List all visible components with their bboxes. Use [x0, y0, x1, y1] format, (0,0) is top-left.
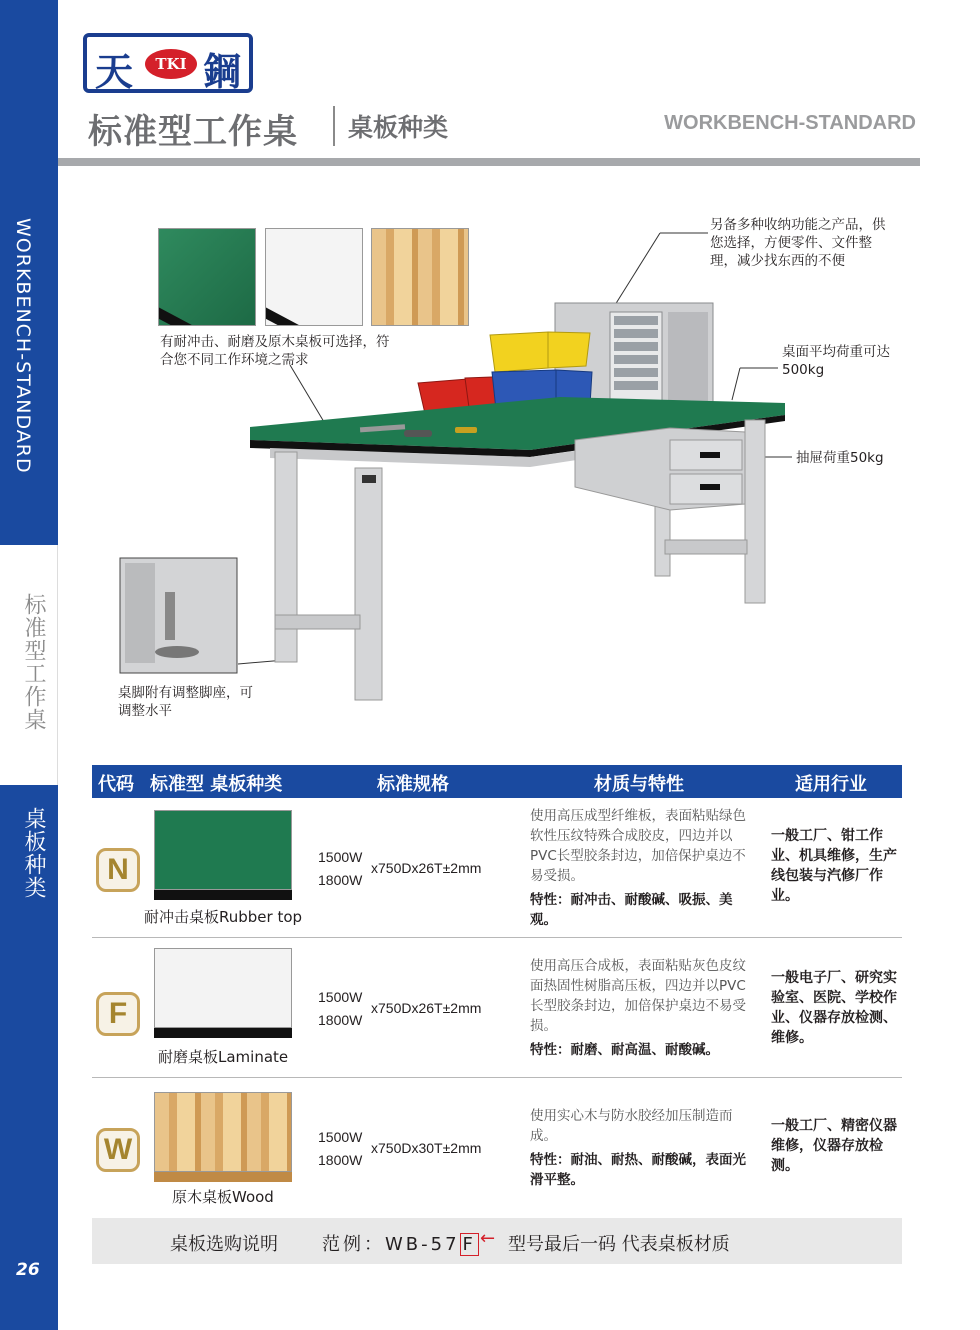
logo-right-char: 鋼	[203, 49, 242, 94]
guide-example-code: F	[460, 1233, 479, 1256]
logo-oval: TKI	[145, 49, 197, 79]
header-material: 材质与特性	[594, 774, 684, 795]
spec-width-b: 1800W	[318, 1152, 363, 1168]
top-caption: 耐磨桌板Laminate	[158, 1048, 289, 1066]
industry: 一般电子厂、研究实验室、医院、学校作业、仪器存放检测、维修。	[771, 970, 897, 1046]
table-header	[92, 765, 902, 798]
spec-dimensions: x750Dx26T±2mm	[371, 860, 482, 876]
header-industry: 适用行业	[795, 774, 867, 795]
material-feature: 特性：耐磨、耐高温、耐酸碱。	[530, 1042, 719, 1058]
table-row-n	[92, 798, 902, 938]
material-feature: 特性：耐油、耐热、耐酸碱，表面光滑平整。	[530, 1152, 746, 1188]
side-bottom-label: 桌板种类	[21, 807, 46, 899]
brand-plate	[362, 475, 376, 483]
header-spec: 标准规格	[377, 774, 449, 795]
code-badge: W	[96, 1128, 140, 1172]
side-mid-label: 标准型工作桌	[21, 593, 46, 731]
top-caption: 耐冲击桌板Rubber top	[144, 908, 303, 926]
material-desc: 使用实心木与防水胶经加压制造而成。	[530, 1108, 733, 1144]
spec-width-b: 1800W	[318, 872, 363, 888]
guide-example-prefix: 范例：WB-57	[322, 1234, 460, 1255]
industry: 一般工厂、精密仪器维修，仪器存放检测。	[771, 1118, 897, 1174]
top-thumb-wood	[154, 1092, 292, 1172]
guide-label: 桌板选购说明	[170, 1234, 278, 1255]
material-desc: 使用高压成型纤维板，表面粘贴绿色软性压纹特殊合成胶皮，四边并以PVC长型胶条封边，加倍保护桌边不易受损。	[530, 808, 746, 884]
swatch-note: 有耐冲击、耐磨及原木桌板可选择，符合您不同工作环境之需求	[160, 334, 390, 368]
spec-width-a: 1500W	[318, 849, 363, 865]
arrow-icon: ←	[480, 1228, 496, 1249]
load-note: 桌面平均荷重可达500kg	[782, 344, 890, 378]
logo-left-char: 天	[95, 49, 134, 94]
storage-note: 另备多种收纳功能之产品，供您选择，方便零件、文件整理，减少找东西的不便	[710, 217, 886, 269]
industry: 一般工厂、钳工作业、机具维修，生产线包装与汽修厂作业。	[771, 828, 897, 904]
guide-explain: 型号最后一码 代表桌板材质	[508, 1234, 730, 1255]
page-subtitle: 桌板种类	[348, 113, 449, 142]
page-title: 标准型工作桌	[88, 112, 298, 152]
spec-width-a: 1500W	[318, 989, 363, 1005]
spec-dimensions: x750Dx26T±2mm	[371, 1000, 482, 1016]
foot-note: 桌脚附有调整脚座，可调整水平	[118, 685, 253, 719]
side-band-bottom	[0, 785, 58, 1330]
spec-width-a: 1500W	[318, 1129, 363, 1145]
side-top-label: WORKBENCH-STANDARD	[12, 218, 34, 474]
top-thumb-laminate	[154, 948, 292, 1028]
code-badge: F	[96, 992, 140, 1036]
table-row-w	[92, 1078, 902, 1210]
top-caption: 原木桌板Wood	[172, 1188, 274, 1206]
guide-example	[322, 1230, 479, 1256]
top-thumb-rubber	[154, 810, 292, 890]
page-number: 26	[16, 1260, 40, 1280]
table-row-f	[92, 938, 902, 1078]
drawer-note: 抽屉荷重50kg	[796, 450, 884, 466]
header-top-type: 标准型 桌板种类	[150, 774, 283, 795]
spec-width-b: 1800W	[318, 1012, 363, 1028]
header-code: 代码	[98, 774, 134, 795]
code-badge: N	[96, 848, 140, 892]
spec-dimensions: x750Dx30T±2mm	[371, 1140, 482, 1156]
material-feature: 特性：耐冲击、耐酸碱、吸振、美观。	[530, 892, 733, 928]
selection-guide	[92, 1218, 902, 1264]
material-desc: 使用高压合成板，表面粘贴灰色皮纹面热固性树脂高压板，四边并以PVC长型胶条封边，加倍保护桌边不易受损。	[530, 958, 746, 1034]
page-title-english: WORKBENCH-STANDARD	[664, 112, 916, 134]
